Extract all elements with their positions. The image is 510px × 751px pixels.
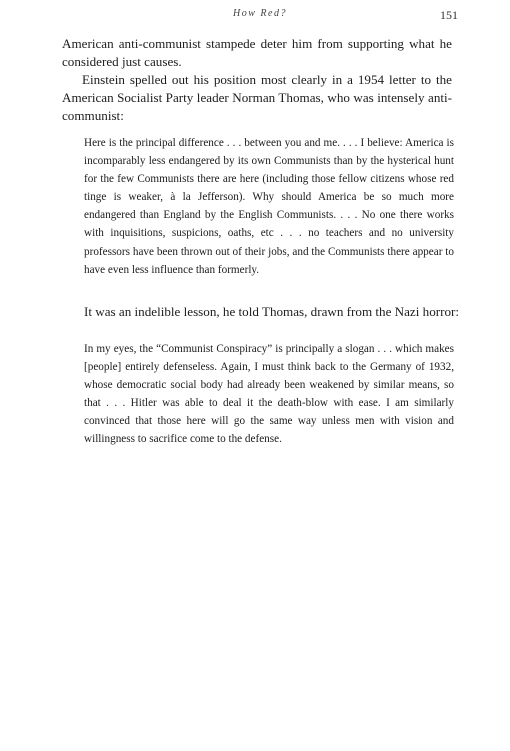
block-quote-principal-difference: Here is the principal difference . . . between you and me. . . . I believe: America is incomparably less endangered by its own Communists than by the hysterical hunt for the few Communists there are here (including those fellow citizens whose red tinge is weaker, à la Jefferson). Why should America be so much more endangered than England by the English Communists. . . . No one there works with inquisitions, suspicions, oaths, etc . . . no teachers and no university professors have been thrown out of their jobs, and the Communists there appear to have even less influence than formerly. (84, 137, 454, 276)
running-head: How Red? (233, 8, 287, 19)
paragraph-indelible-lesson: It was an indelible lesson, he told Thomas, drawn from the Nazi horror: (84, 304, 460, 319)
page-body (62, 35, 452, 125)
page-number: 151 (440, 8, 458, 22)
block-quote-communist-conspiracy: In my eyes, the “Communist Conspiracy” is principally a slogan . . . which makes [people] entirely defenseless. Again, I must think back to the Germany of 1932, whose democratic social body had already been weakened by similar means, so that . . . Hitler was able to deal it the death-blow with ease. I am similarly convinced that those here will go the same way unless men with vision and willingness to sacrifice come to the defense. (84, 343, 454, 446)
page-header (62, 8, 458, 24)
paragraph-einstein-letter: Einstein spelled out his position most clearly in a 1954 letter to the American Socialist Party leader Norman Thomas, who was intensely anti-communist: (62, 72, 452, 123)
paragraph-continued: American anti-communist stampede deter him from supporting what he considered just causes. (62, 36, 452, 69)
